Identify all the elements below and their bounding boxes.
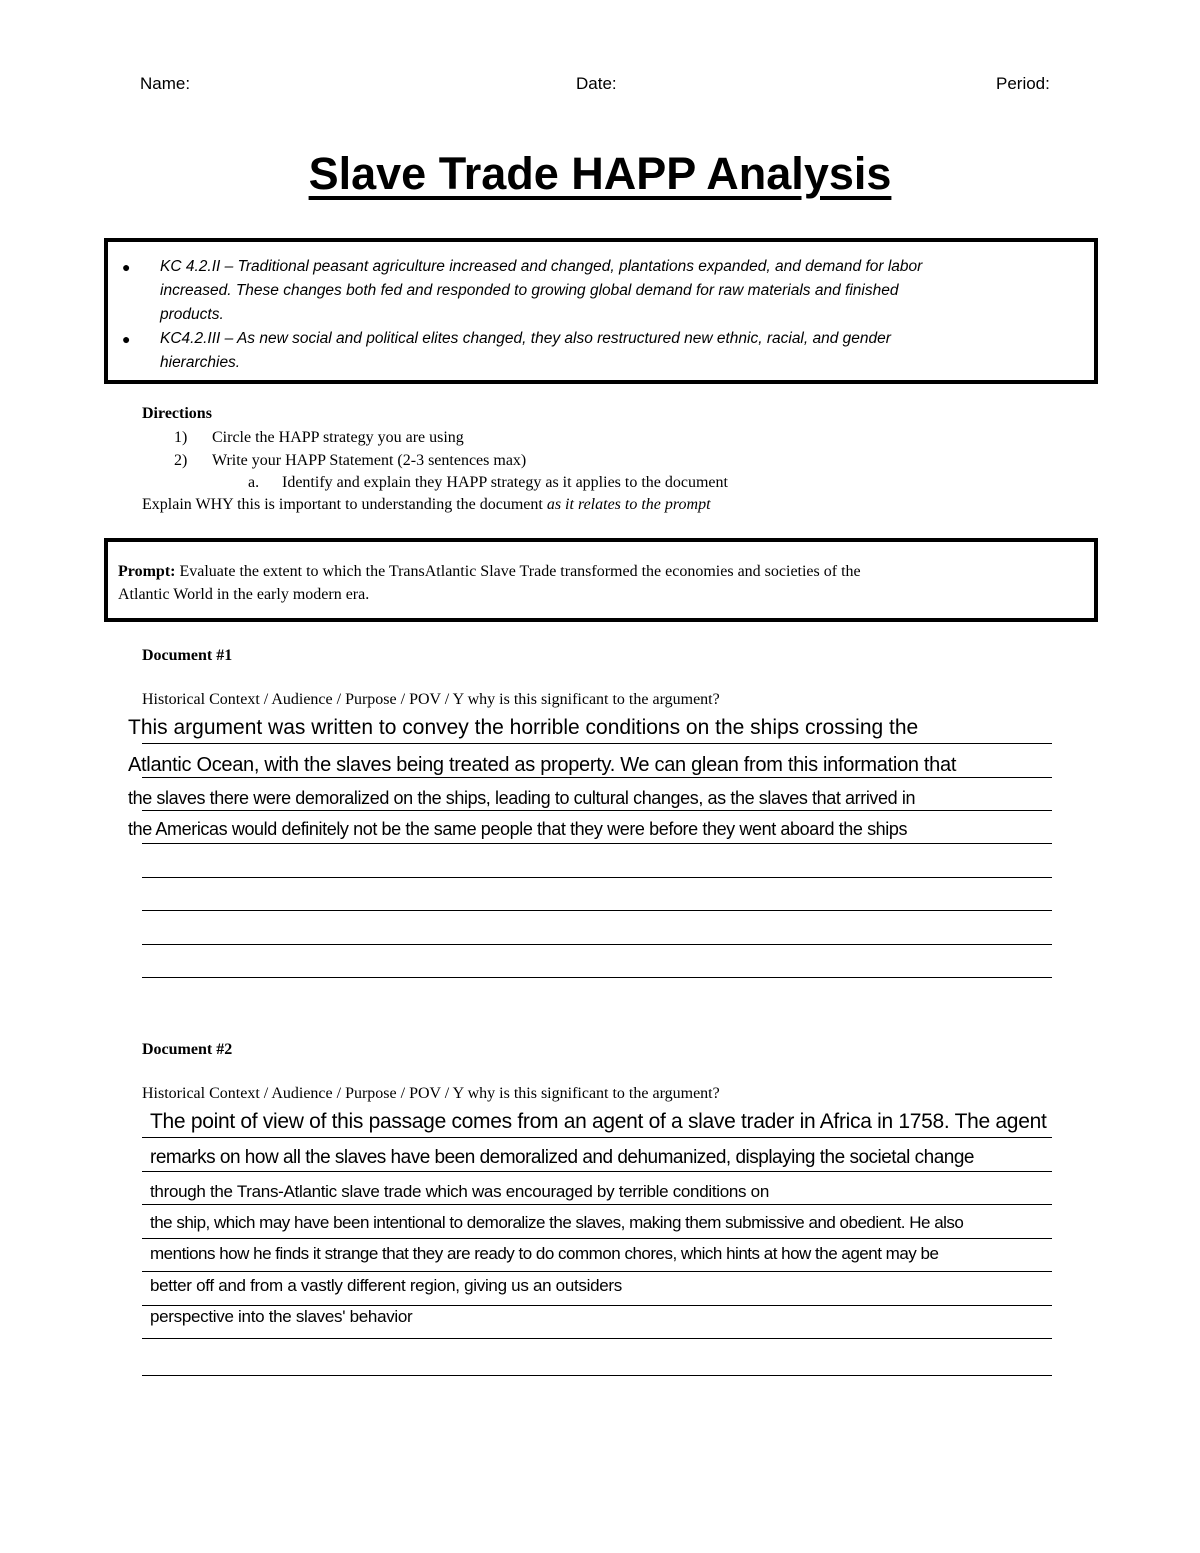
key-concept-item [122,327,1060,351]
key-concept-line: increased. These changes both fed and responded to growing global demand for raw materials and finished [160,282,899,299]
document-1-answer-line[interactable]: the slaves there were demoralized on the ships, leading to cultural changes, as the slaves that arrived in [128,788,916,808]
direction-step-2: Write your HAPP Statement (2-3 sentences max) [212,452,527,469]
explain-italic: as it relates to the prompt [546,496,711,513]
answer-line [142,1238,1052,1239]
document-2-answer-line[interactable]: remarks on how all the slaves have been demoralized and dehumanized, displaying the societal change [150,1147,974,1168]
step-number: 1) [174,429,188,446]
key-concept-item [122,255,1060,279]
document-2-answer-line[interactable]: through the Trans-Atlantic slave trade which was encouraged by terrible conditions on [150,1182,769,1201]
answer-line [142,1338,1052,1339]
name-label: Name: [140,74,191,93]
direction-step-2a: Identify and explain they HAPP strategy as it applies to the document [282,474,728,491]
key-concept-line: hierarchies. [160,354,241,371]
step-number: 2) [174,452,188,469]
answer-line [142,810,1052,811]
answer-line [142,1171,1052,1172]
prompt-line-2: Atlantic World in the early modern era. [118,586,370,603]
answer-line [142,1375,1052,1376]
document-2-title: Document #2 [142,1041,233,1058]
direction-step-1: Circle the HAPP strategy you are using [212,429,464,446]
answer-line [142,1137,1052,1138]
document-1-answer-line[interactable]: Atlantic Ocean, with the slaves being treated as property. We can glean from this information that [128,754,957,776]
directions-title: Directions [142,405,212,422]
key-concept-continuation [160,303,1060,327]
page-title: Slave Trade HAPP Analysis [308,148,892,199]
explain-text: Explain WHY this is important to understanding the document [142,496,547,513]
document-2-answer-line[interactable]: better off and from a vastly different region, giving us an outsiders [150,1276,622,1295]
prompt-line-1: Evaluate the extent to which the TransAtlantic Slave Trade transformed the economies and societies of the [175,563,861,580]
bullet-icon: ● [122,331,131,347]
key-concepts-box [104,238,1098,384]
document-1-question: Historical Context / Audience / Purpose / POV / Y why is this significant to the argument? [142,691,720,708]
answer-line [142,910,1052,911]
document-1-answer-line[interactable]: the Americas would definitely not be the same people that they were before they went aboard the ships [128,819,908,839]
answer-line [142,977,1052,978]
answer-line [142,1271,1052,1272]
direction-explain [142,496,711,514]
answer-line [142,877,1052,878]
document-2-answer-line[interactable]: the ship, which may have been intentional to demoralize the slaves, making them submissive and obedient. He also [150,1213,964,1232]
answer-line [142,1204,1052,1205]
prompt-text [118,560,1058,606]
answer-line [142,1305,1052,1306]
document-2-answer-line[interactable]: perspective into the slaves' behavior [150,1307,413,1326]
key-concept-continuation [160,351,1060,375]
key-concept-line: KC 4.2.II – Traditional peasant agriculture increased and changed, plantations expanded, and demand for labor [160,258,923,275]
key-concept-continuation [160,279,1060,303]
answer-line [142,843,1052,844]
prompt-box [104,538,1098,622]
key-concept-line: products. [160,306,224,323]
document-2-answer-line[interactable]: mentions how he finds it strange that they are ready to do common chores, which hints at how the agent may be [150,1244,939,1263]
document-1-answer-line[interactable]: This argument was written to convey the horrible conditions on the ships crossing the [128,716,919,739]
document-1-title: Document #1 [142,647,233,664]
answer-line [142,777,1052,778]
key-concept-line: KC4.2.III – As new social and political elites changed, they also restructured new ethnic, racial, and gender [160,330,891,347]
bullet-icon: ● [122,259,131,275]
document-2-answer-line[interactable]: The point of view of this passage comes from an agent of a slave trader in Africa in 1758. The agent [150,1110,1047,1133]
document-2-question: Historical Context / Audience / Purpose / POV / Y why is this significant to the argument? [142,1085,720,1102]
date-label: Date: [576,74,617,93]
answer-line [142,944,1052,945]
prompt-label: Prompt: [118,563,176,580]
period-label: Period: [996,74,1050,93]
answer-line [142,743,1052,744]
step-letter: a. [248,474,260,491]
